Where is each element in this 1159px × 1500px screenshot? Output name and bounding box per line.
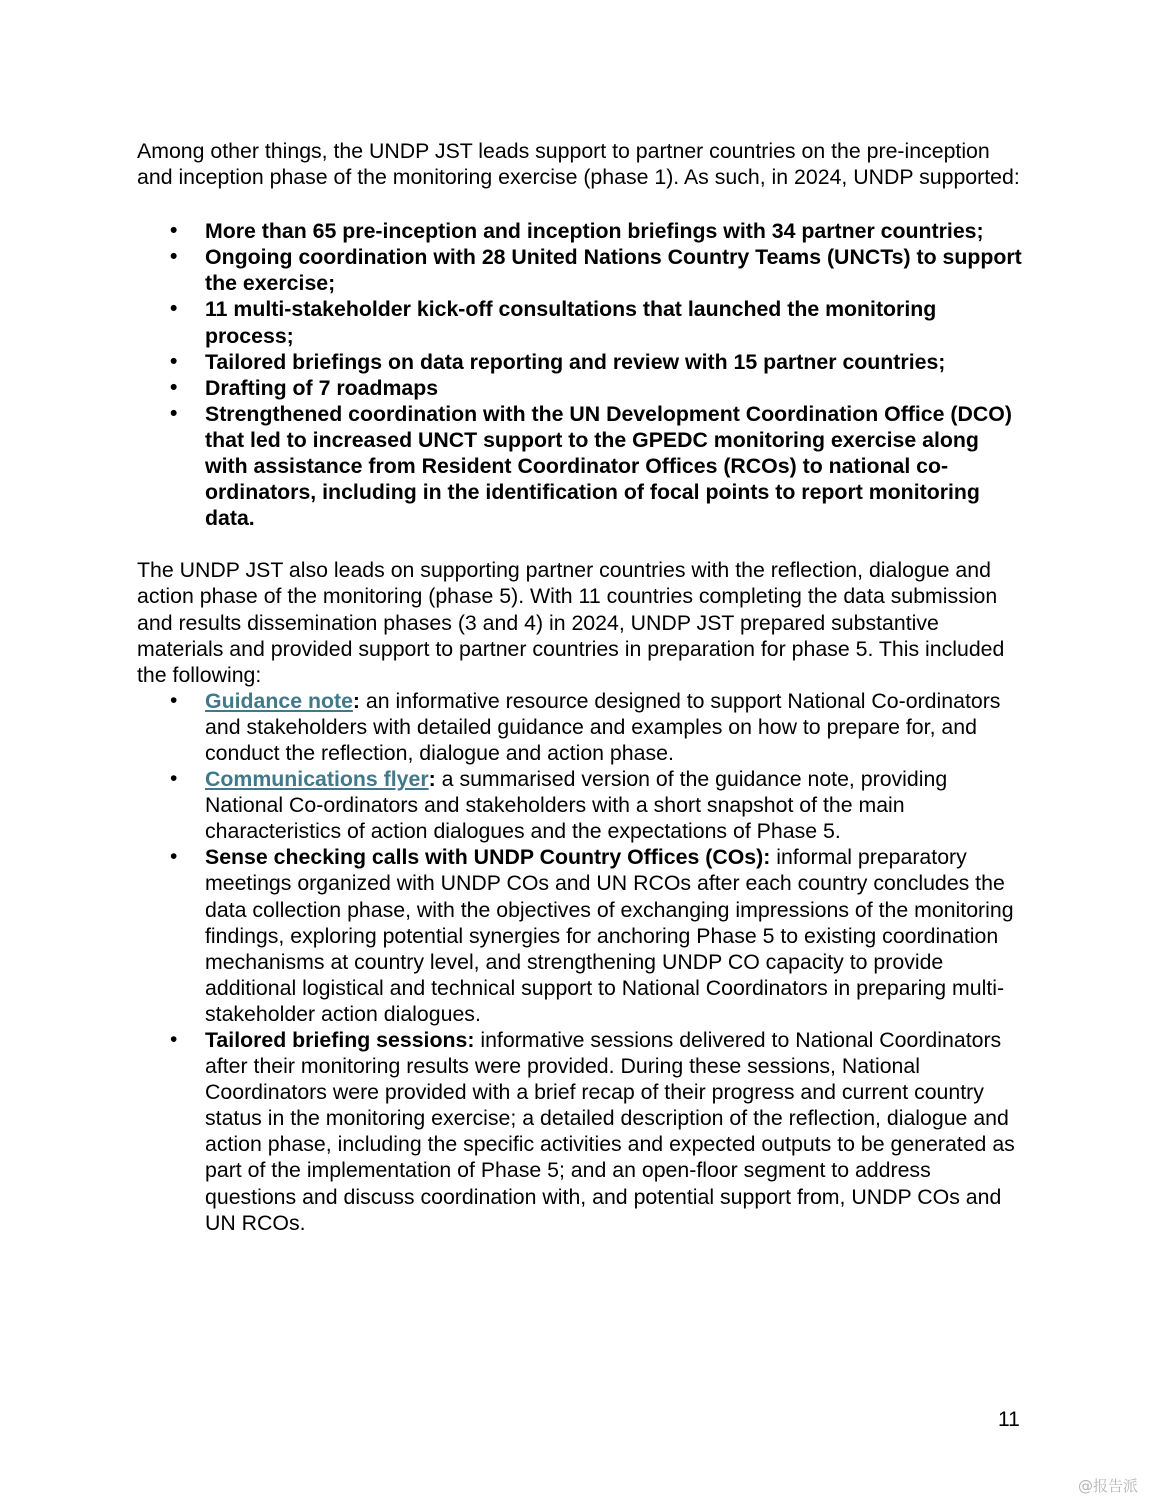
list-item-text: an informative resource designed to support National Co-ordinators and stakeholders with detailed guidance and examples on how to prepare for, and conduct the reflection, dialogue and action phase. bbox=[205, 688, 1001, 765]
bullet-icon: • bbox=[170, 767, 178, 791]
bullet-icon: • bbox=[170, 1028, 178, 1051]
bullet-icon: • bbox=[170, 349, 178, 373]
list-item-text: Drafting of 7 roadmaps bbox=[205, 375, 439, 400]
list-item bbox=[137, 375, 1027, 401]
communications-flyer-link[interactable]: Communications flyer bbox=[205, 767, 429, 792]
phase5-paragraph: The UNDP JST also leads on supporting partner countries with the reflection, dialogue and action phase of the monitoring (phase 5). With 11 countries completing the data submission and results dissemination phases (3 and 4) in 2024, UNDP JST prepared substantive materials and provided support to partner countries in preparation for phase 5. This included the following: bbox=[137, 558, 1005, 687]
list-item-sense-checking-calls bbox=[137, 844, 1027, 1027]
list-item-text: Strengthened coordination with the UN Development Coordination Office (DCO) that led to increased UNCT support to the GPEDC monitoring exercise along with assistance from Resident Coordinator Offices (RCOs) to national co-ordinators, including in the identification of focal points to report monitoring data. bbox=[205, 401, 1012, 531]
list-item-tailored-briefing-sessions bbox=[137, 1027, 1027, 1236]
bullet-icon: • bbox=[170, 688, 178, 712]
list-item-text: 11 multi-stakeholder kick-off consultations that launched the monitoring process; bbox=[205, 297, 937, 348]
list-item-text: More than 65 pre-inception and inception briefings with 34 partner countries; bbox=[205, 219, 984, 244]
bullet-icon: • bbox=[170, 219, 178, 243]
page-number: 11 bbox=[998, 1408, 1020, 1431]
bullet-icon: • bbox=[170, 401, 178, 425]
guidance-note-link[interactable]: Guidance note bbox=[205, 688, 353, 713]
phase1-support-list bbox=[137, 218, 1027, 531]
list-item-text: Ongoing coordination with 28 United Nations Country Teams (UNCTs) to support the exercise; bbox=[205, 245, 1022, 296]
separator: : bbox=[352, 688, 361, 713]
list-item bbox=[137, 401, 1027, 531]
bullet-icon: • bbox=[170, 845, 178, 869]
list-item-text: informative sessions delivered to National Coordinators after their monitoring results were provided. During these sessions, National Coordinators were provided with a brief recap of their progress and current country status in the monitoring exercise; a detailed description of the reflection, dialogue and action phase, including the specific activities and expected outputs to be generated as part of the implementation of Phase 5; and an open-floor segment to address questions and discuss coordination with, and potential support from, UNDP COs and UN RCOs. bbox=[205, 1028, 1015, 1235]
list-item-text: informal preparatory meetings organized with UNDP COs and UN RCOs after each country concludes the data collection phase, with the objectives of exchanging impressions of the monitoring findings, exploring potential synergies for anchoring Phase 5 to existing coordination mechanisms at country level, and strengthening UNDP CO capacity to provide additional logistical and technical support to National Coordinators in preparing multi-stakeholder action dialogues. bbox=[205, 845, 1014, 1026]
list-item-title: Sense checking calls with UNDP Country Offices (COs): bbox=[205, 845, 771, 870]
list-item bbox=[137, 296, 1027, 348]
list-item-guidance-note bbox=[137, 688, 1027, 766]
watermark: @报告派 bbox=[1078, 1477, 1139, 1495]
phase5-materials-list bbox=[137, 688, 1027, 1236]
list-item-text: a summarised version of the guidance note, providing National Co-ordinators and stakeholders with a short snapshot of the main characteristics of action dialogues and the expectations of Phase 5. bbox=[205, 767, 948, 844]
bullet-icon: • bbox=[170, 297, 178, 321]
list-item-text: Tailored briefings on data reporting and review with 15 partner countries; bbox=[205, 349, 946, 374]
list-item bbox=[137, 244, 1027, 296]
separator: : bbox=[428, 767, 436, 792]
list-item-communications-flyer bbox=[137, 766, 1027, 844]
list-item bbox=[137, 349, 1027, 375]
intro-paragraph: Among other things, the UNDP JST leads support to partner countries on the pre-inception and inception phase of the monitoring exercise (phase 1). As such, in 2024, UNDP supported: bbox=[137, 139, 1020, 190]
list-item-title: Tailored briefing sessions: bbox=[205, 1028, 475, 1052]
bullet-icon: • bbox=[170, 245, 178, 269]
list-item bbox=[137, 218, 1027, 244]
document-page bbox=[137, 138, 1027, 1236]
bullet-icon: • bbox=[170, 375, 178, 399]
